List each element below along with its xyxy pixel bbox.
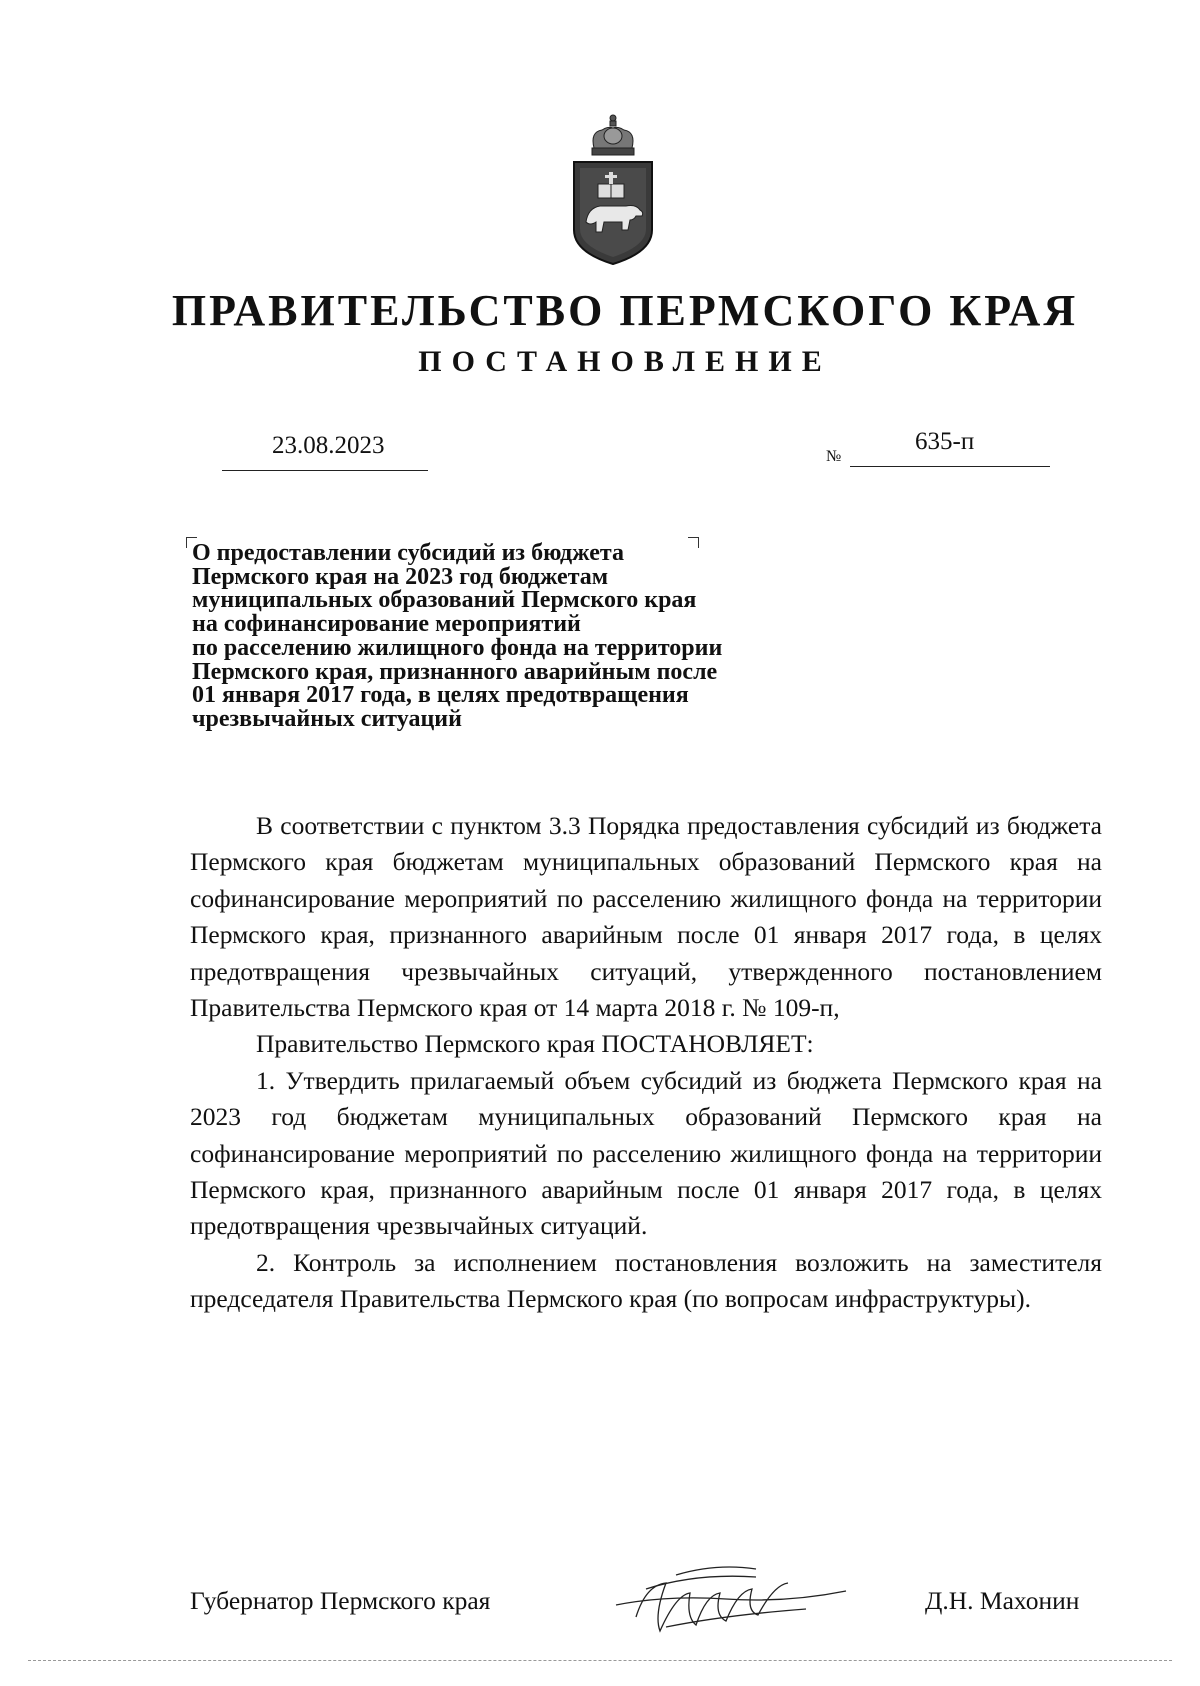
document-body (190, 808, 1102, 1318)
title-line: по расселению жилищного фонда на территории (192, 634, 723, 661)
page-bottom-border (28, 1660, 1172, 1661)
title-line: муниципальных образований Пермского края (192, 587, 697, 614)
document-number: 635-п (915, 428, 975, 455)
number-field (850, 428, 1050, 467)
date-field (222, 430, 428, 471)
coat-of-arms-icon (564, 112, 662, 268)
signer-position: Губернатор Пермского края (190, 1586, 491, 1615)
preamble-paragraph: В соответствии с пунктом 3.3 Порядка предоставления субсидий из бюджета Пермского края бюджетам муниципальных образований Пермского края на софинансирование мероприятий по расселению жилищного фонда на территории Пермского края, признанного аварийным после 01 января 2017 года, в целях предотвращения чрезвычайных ситуаций, утвержденного постановлением Правительства Пермского края от 14 марта 2018 г. № 109-п, (190, 811, 1102, 1023)
organization-name: ПРАВИТЕЛЬСТВО ПЕРМСКОГО КРАЯ (171, 286, 1079, 335)
title-line: О предоставлении субсидий из бюджета (192, 540, 624, 566)
resolution-paragraph: Правительство Пермского края ПОСТАНОВЛЯЕТ: (256, 1029, 814, 1059)
signer-name: Д.Н. Махонин (925, 1586, 1080, 1615)
title-line: 01 января 2017 года, в целях предотвращения (192, 682, 689, 709)
item-1-paragraph: 1. Утвердить прилагаемый объем субсидий из бюджета Пермского края на 2023 год бюджетам муниципальных образований Пермского края на софинансирование мероприятий по расселению жилищного фонда на территории Пермского края, признанного аварийным после 01 января 2017 года, в целях предотвращения чрезвычайных ситуаций. (190, 1065, 1102, 1241)
item-2-paragraph: 2. Контроль за исполнением постановления возложить на заместителя председателя Правительства Пермского края (по вопросам инфраструктуры). (190, 1247, 1102, 1314)
document-title (192, 542, 892, 732)
title-line: чрезвычайных ситуаций (192, 705, 462, 732)
title-line: Пермского края на 2023 год бюджетам (192, 563, 609, 590)
title-line: на софинансирование мероприятий (192, 611, 581, 638)
title-line: Пермского края, признанного аварийным после (192, 658, 718, 685)
handwritten-signature (606, 1555, 866, 1645)
number-sign: № (826, 448, 842, 465)
document-date: 23.08.2023 (272, 432, 385, 459)
document-type: ПОСТАНОВЛЕНИЕ (418, 345, 832, 378)
